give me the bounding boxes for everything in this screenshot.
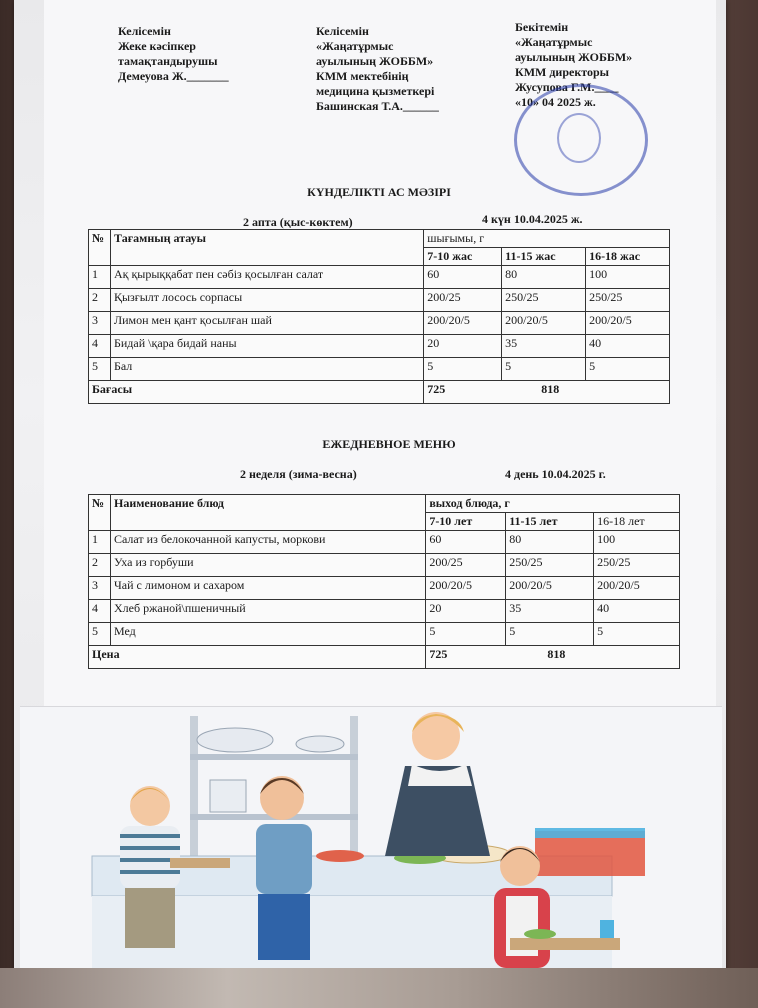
kz-col-no: № <box>89 230 111 266</box>
yield: 80 <box>506 531 594 554</box>
table-row <box>89 312 670 335</box>
table-row <box>89 289 670 312</box>
table-row <box>89 266 670 289</box>
yield: 200/20/5 <box>594 577 680 600</box>
yield: 35 <box>506 600 594 623</box>
row-no: 5 <box>89 623 111 646</box>
yield: 200/20/5 <box>502 312 586 335</box>
dish-name: Чай с лимоном и сахаром <box>110 577 425 600</box>
row-no: 3 <box>89 577 111 600</box>
price-1: 725 <box>429 647 448 661</box>
yield: 40 <box>594 600 680 623</box>
kz-age-1: 7-10 жас <box>424 248 502 266</box>
table-row <box>89 531 680 554</box>
ru-menu-table <box>88 494 680 669</box>
table-row <box>89 554 680 577</box>
table-row <box>89 335 670 358</box>
kz-age-3: 16-18 жас <box>586 248 670 266</box>
row-no: 1 <box>89 531 111 554</box>
yield: 5 <box>502 358 586 381</box>
price-2: 818 <box>541 382 560 396</box>
price-1: 725 <box>427 382 446 396</box>
ru-age-2: 11-15 лет <box>506 513 594 531</box>
yield: 200/25 <box>426 554 506 577</box>
dish-name: Салат из белокочанной капусты, моркови <box>110 531 425 554</box>
row-no: 2 <box>89 554 111 577</box>
yield: 35 <box>502 335 586 358</box>
yield: 250/25 <box>506 554 594 577</box>
kz-menu-title: КҮНДЕЛІКТІ АС МӘЗІРІ <box>307 185 451 199</box>
yield: 60 <box>424 266 502 289</box>
yield: 60 <box>426 531 506 554</box>
yield: 100 <box>586 266 670 289</box>
price-2: 818 <box>547 647 566 661</box>
kz-age-2: 11-15 жас <box>502 248 586 266</box>
kz-col-name: Тағамның атауы <box>110 230 423 266</box>
dish-name: Лимон мен қант қосылған шай <box>110 312 423 335</box>
kz-menu-table <box>88 229 670 404</box>
table-row <box>89 358 670 381</box>
ru-price-label: Цена <box>89 646 426 669</box>
ru-col-yield: выход блюда, г <box>426 495 680 513</box>
yield: 250/25 <box>502 289 586 312</box>
approval-caterer: Келісемін Жеке кәсіпкер тамақтандырушы Демеуова Ж._______ <box>118 24 229 83</box>
yield: 40 <box>586 335 670 358</box>
ru-price <box>426 646 680 669</box>
row-no: 4 <box>89 335 111 358</box>
dish-name: Қызғылт лосось сорпасы <box>110 289 423 312</box>
dish-name: Уха из горбуши <box>110 554 425 577</box>
row-no: 2 <box>89 289 111 312</box>
row-no: 1 <box>89 266 111 289</box>
yield: 20 <box>424 335 502 358</box>
price-row <box>89 381 670 404</box>
kz-price-label: Бағасы <box>89 381 424 404</box>
ru-week: 2 неделя (зима-весна) <box>240 467 357 481</box>
ru-col-name: Наименование блюд <box>110 495 425 531</box>
price-row <box>89 646 680 669</box>
yield: 5 <box>594 623 680 646</box>
yield: 20 <box>426 600 506 623</box>
kz-col-yield: шығымы, г <box>424 230 670 248</box>
yield: 5 <box>424 358 502 381</box>
kz-day: 4 күн 10.04.2025 ж. <box>482 212 583 226</box>
ru-col-no: № <box>89 495 111 531</box>
kz-week: 2 апта (қыс-көктем) <box>243 215 353 229</box>
approval-medic: Келісемін «Жаңатұрмыс ауылының ЖОББМ» КММ мектебінің медицина қызметкері Башинская Т.А.______ <box>316 24 439 113</box>
row-no: 3 <box>89 312 111 335</box>
yield: 200/20/5 <box>424 312 502 335</box>
dish-name: Бал <box>110 358 423 381</box>
ru-menu-title: ЕЖЕДНЕВНОЕ МЕНЮ <box>322 437 456 451</box>
yield: 250/25 <box>586 289 670 312</box>
row-no: 5 <box>89 358 111 381</box>
dish-name: Хлеб ржаной\пшеничный <box>110 600 425 623</box>
table-row <box>89 600 680 623</box>
floor-background <box>0 968 758 1008</box>
dish-name: Мед <box>110 623 425 646</box>
yield: 200/20/5 <box>426 577 506 600</box>
ru-age-3: 16-18 лет <box>594 513 680 531</box>
dish-name: Бидай \қара бидай наны <box>110 335 423 358</box>
yield: 80 <box>502 266 586 289</box>
approval-director: Бекітемін «Жаңатұрмыс ауылының ЖОББМ» КММ директоры Жусупова Г.М.____ «10» 04 2025 ж. <box>515 20 633 109</box>
ru-age-1: 7-10 лет <box>426 513 506 531</box>
kz-price <box>424 381 670 404</box>
table-row <box>89 577 680 600</box>
yield: 5 <box>426 623 506 646</box>
yield: 100 <box>594 531 680 554</box>
yield: 5 <box>586 358 670 381</box>
dish-name: Ақ қырыққабат пен сәбіз қосылған салат <box>110 266 423 289</box>
yield: 200/25 <box>424 289 502 312</box>
official-seal-stamp <box>514 84 648 196</box>
yield: 200/20/5 <box>586 312 670 335</box>
yield: 5 <box>506 623 594 646</box>
yield: 200/20/5 <box>506 577 594 600</box>
canteen-illustration <box>20 706 722 978</box>
row-no: 4 <box>89 600 111 623</box>
yield: 250/25 <box>594 554 680 577</box>
ru-day: 4 день 10.04.2025 г. <box>505 467 606 481</box>
table-row <box>89 623 680 646</box>
